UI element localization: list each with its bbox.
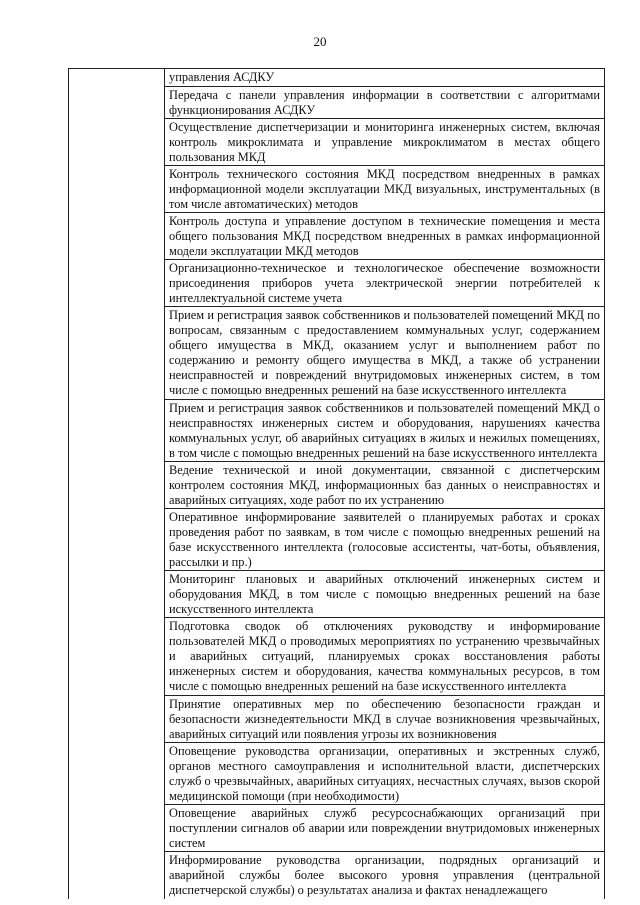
table-cell [165,166,605,213]
cell-text: Оперативное информирование заявителей о планируемых работах и сроках проведения работ по заявкам, в том числе с помощью внедренных решений на базе искусственного интеллекта (голосовые ассистенты, чат-боты, объявления, рассылки и пр.) [169,510,600,569]
cell-text: Передача с панели управления информации в соответствии с алгоритмами функционирования АСДКУ [169,88,600,117]
table-cell [165,69,605,87]
table-cell [165,400,605,462]
table-cell [165,260,605,307]
table-cell [165,87,605,119]
table-cell [165,852,605,899]
table-cell [165,462,605,509]
table-cell [165,119,605,166]
cell-text: Осуществление диспетчеризации и мониторинга инженерных систем, включая контроль микроклимата и управление микроклиматом в местах общего пользования МКД [169,120,600,164]
cell-text: Контроль технического состояния МКД посредством внедренных в рамках информационной модели эксплуатации МКД визуальных, инструментальных (в том числе автоматических) методов [169,167,600,211]
cell-text: Прием и регистрация заявок собственников и пользователей помещений МКД о неисправностях инженерных систем и оборудования, нарушениях качества коммунальных услуг, об аварийных ситуациях в жилых и нежилых помещениях, в том числе с помощью внедренных решений на базе искусственного интеллекта [169,401,600,460]
table-cell [165,307,605,400]
table-cell [165,213,605,260]
cell-text: Подготовка сводок об отключениях руководству и информирование пользователей МКД о проводимых мероприятиях по устранению чрезвычайных и аварийных ситуаций, планируемых сроках восстановления работы инженерных систем и оборудования, качества коммунальных ресурсов, в том числе с помощью внедренных решений на базе искусственного интеллекта [169,619,600,693]
cell-text: Прием и регистрация заявок собственников и пользователей помещений МКД по вопросам, связанным с предоставлением коммунальных услуг, содержанием общего имущества в МКД, оказанием услуг и выполнением работ по содержанию и ремонту общего имущества в МКД, а также об устранении неисправностей и повреждений внутридомовых инженерных систем, в том числе с помощью внедренных решений на базе искусственного интеллекта [169,308,600,397]
cell-text: Оповещение аварийных служб ресурсоснабжающих организаций при поступлении сигналов об аварии или повреждении внутридомовых инженерных систем [169,806,600,850]
cell-text: Оповещение руководства организации, оперативных и экстренных служб, органов местного самоуправления и исполнительной власти, диспетчерских служб о чрезвычайных, аварийных ситуациях, несчастных случаях, вызов скорой медицинской помощи (при необходимости) [169,744,600,803]
cell-text: управления АСДКУ [169,70,275,84]
cell-text: Информирование руководства организации, подрядных организаций и аварийной службы более высокого уровня управления (центральной диспетчерской службы) о результатах анализа и фактах ненадлежащего [169,853,600,897]
table-cell [165,509,605,571]
cell-text: Принятие оперативных мер по обеспечению безопасности граждан и безопасности жизнедеятельности МКД в случае возникновения чрезвычайных, аварийных ситуаций или появления угрозы их возникновения [169,697,600,741]
table-cell [165,696,605,743]
cell-text: Ведение технической и иной документации, связанной с диспетчерским контролем состояния МКД, информационных баз данных о неисправностях и аварийных ситуациях, ходе работ по их устранению [169,463,600,507]
table-left-column [69,69,165,899]
table-cell [165,618,605,696]
table-row [69,69,605,87]
table-cell [165,571,605,618]
cell-text: Контроль доступа и управление доступом в технические помещения и места общего пользования МКД посредством внедренных в рамках информационной модели эксплуатации МКД методов [169,214,600,258]
cell-text: Организационно-техническое и технологическое обеспечение возможности присоединения приборов учета электрической энергии потребителей к интеллектуальной системе учета [169,261,600,305]
functions-table [68,68,605,899]
page-number: 20 [313,34,327,49]
cell-text: Мониторинг плановых и аварийных отключений инженерных систем и оборудования МКД, в том числе с помощью внедренных решений на базе искусственного интеллекта [169,572,600,616]
table-cell [165,743,605,805]
table-cell [165,805,605,852]
